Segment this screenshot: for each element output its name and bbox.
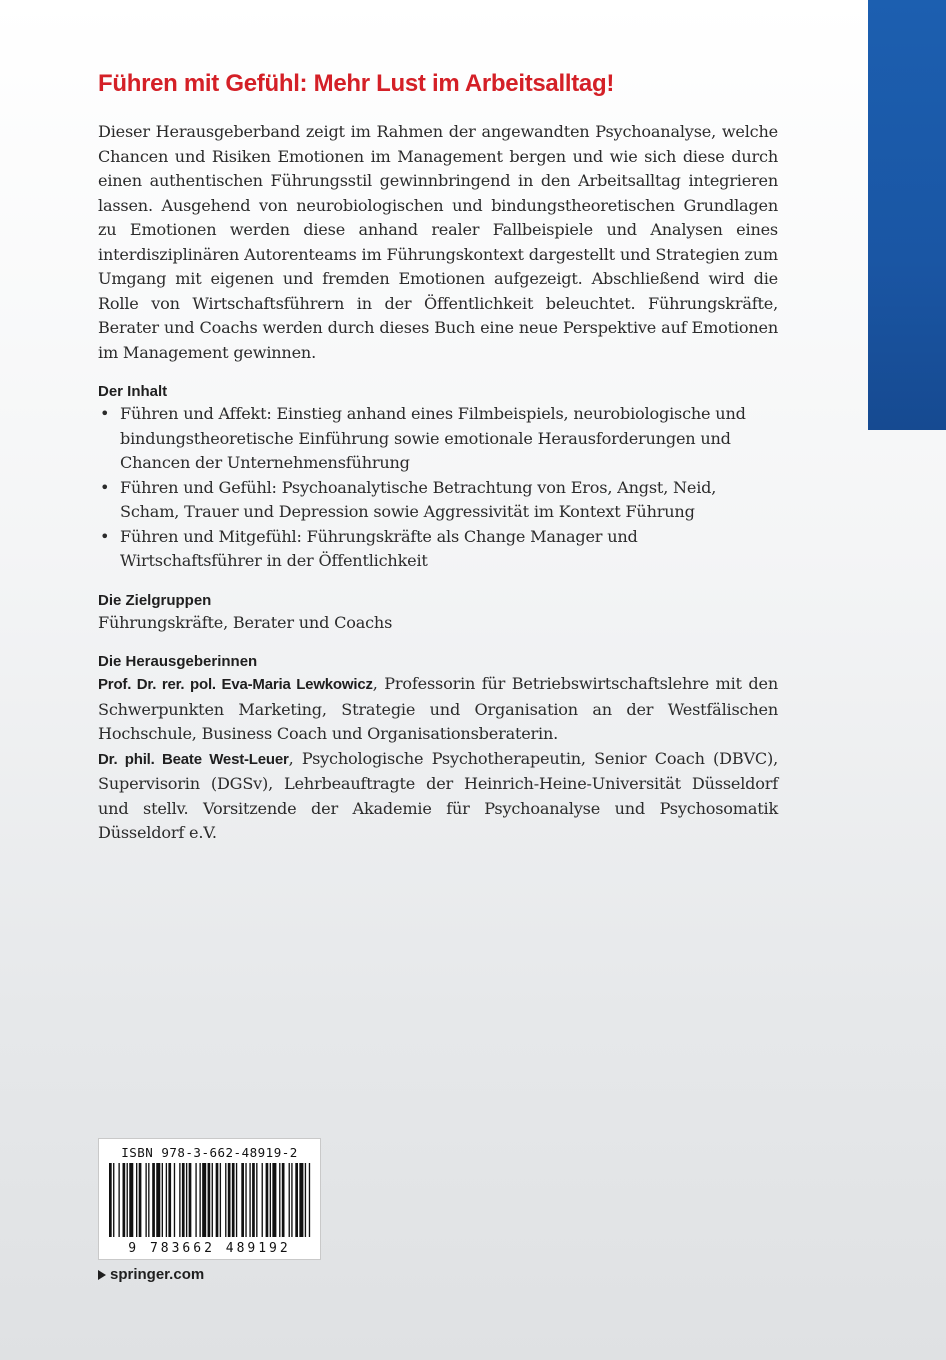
barcode-bar: [282, 1163, 285, 1237]
barcode-bar: [252, 1163, 255, 1237]
barcode-bar: [189, 1163, 192, 1237]
arrow-right-icon: [98, 1270, 106, 1280]
barcode-bar: [232, 1163, 235, 1237]
barcode-bar: [289, 1163, 290, 1237]
barcode-bars: [107, 1163, 314, 1237]
barcode-bar: [123, 1163, 126, 1237]
barcode-bar: [208, 1163, 211, 1237]
barcode-bar: [118, 1163, 119, 1237]
inhalt-list: [98, 402, 778, 574]
barcode-bar: [220, 1163, 221, 1237]
editor-2-bio: , Psychologische Psychotherapeutin, Senior Coach (DBVC), Supervisorin (DGSv), Lehrbeauftragte der Heinrich-Heine-Universität Düsseldorf und stellv. Vorsitzende der Akademie für Psychoanalyse und Psychosomatik Düsseldorf e.V.: [98, 748, 779, 842]
barcode-bar: [162, 1163, 163, 1237]
publisher-url: springer.com: [110, 1266, 205, 1283]
barcode-bar: [152, 1163, 155, 1237]
editor-1-bio: , Professorin für Betriebswirtschaftslehre mit den Schwerpunkten Marketing, Strategie und Organisation an der Westfälischen Hochschule, Business Coach und Organisationsberaterin.: [98, 674, 778, 743]
barcode-bar: [113, 1163, 114, 1237]
barcode-bar: [291, 1163, 292, 1237]
inhalt-item: • Führen und Affekt: Einstieg anhand eines Filmbeispiels, neurobiologische und bindungstheoretische Einführung sowie emotionale Herausforderungen und Chancen der Unternehmensführung: [98, 402, 778, 476]
blue-accent-bar: [868, 0, 946, 430]
barcode-bar: [182, 1163, 185, 1237]
barcode-bar: [199, 1163, 200, 1237]
barcode-bar: [156, 1163, 160, 1237]
isbn-barcode: [98, 1138, 321, 1260]
intro-paragraph: Dieser Herausgeberband zeigt im Rahmen der angewandten Psychoanalyse, welche Chancen und Risiken Emotionen im Management bergen und wie sich diese durch einen authentischen Führungsstil gewinnbringend in den Arbeitsalltag integrieren lassen. Ausgehend von neurobiologischen und bindungstheoretischen Grundlagen zu Emotionen werden diese anhand realer Fallbeispiele und Analysen eines interdisziplinären Autorenteams im Führungskontext dargestellt und Strategien zum Umgang mit eigenen und fremden Emotionen aufgezeigt. Abschließend wird die Rolle von Wirtschaftsführern in der Öffentlichkeit beleuchtet. Führungskräfte, Berater und Coachs werden durch dieses Buch eine neue Perspektive auf Emotionen im Management gewinnen.: [98, 122, 778, 362]
barcode-bar: [270, 1163, 271, 1237]
inhalt-item: • Führen und Gefühl: Psychoanalytische Betrachtung von Eros, Angst, Neid, Scham, Trauer und Depression sowie Aggressivität im Kontext Führung: [98, 476, 778, 525]
barcode-bar: [272, 1163, 276, 1237]
barcode-bar: [266, 1163, 269, 1237]
barcode-bar: [212, 1163, 213, 1237]
barcode-bar: [241, 1163, 244, 1237]
zielgruppen-heading: Die Zielgruppen: [98, 591, 212, 609]
inhalt-heading: Der Inhalt: [98, 383, 168, 400]
barcode-bar: [127, 1163, 128, 1237]
barcode-bar: [236, 1163, 237, 1237]
barcode-bar: [179, 1163, 180, 1237]
barcode-bar: [216, 1163, 219, 1237]
barcode-bar: [109, 1163, 112, 1237]
barcode-bar: [279, 1163, 280, 1237]
headline: Führen mit Gefühl: Mehr Lust im Arbeitsalltag!: [98, 70, 615, 97]
barcode-bar: [299, 1163, 303, 1237]
isbn-label: ISBN 978-3-662-48919-2: [121, 1145, 298, 1160]
barcode-bar: [166, 1163, 167, 1237]
barcode-bar: [168, 1163, 171, 1237]
barcode-bar: [174, 1163, 175, 1237]
barcode-bar: [309, 1163, 310, 1237]
inhalt-item: • Führen und Mitgefühl: Führungskräfte als Change Manager und Wirtschaftsführer in der Öffentlichkeit: [98, 525, 778, 574]
barcode-bar: [295, 1163, 298, 1237]
herausgeberinnen-heading: Die Herausgeberinnen: [98, 653, 258, 670]
barcode-bar: [202, 1163, 206, 1237]
back-cover-content: [98, 70, 778, 846]
barcode-bar: [249, 1163, 250, 1237]
barcode-digits: 9 783662 489192: [128, 1241, 291, 1256]
barcode-bar: [186, 1163, 187, 1237]
editor-2-name: Dr. phil. Beate West-Leuer: [98, 750, 289, 768]
barcode-bar: [195, 1163, 196, 1237]
barcode-bar: [262, 1163, 263, 1237]
publisher-link[interactable]: [98, 1266, 204, 1283]
barcode-bar: [256, 1163, 257, 1237]
barcode-bar: [228, 1163, 231, 1237]
barcode-bar: [139, 1163, 142, 1237]
editor-1-name: Prof. Dr. rer. pol. Eva-Maria Lewkowicz: [98, 676, 373, 693]
barcode-bar: [148, 1163, 149, 1237]
barcode-bar: [225, 1163, 226, 1237]
barcode-bar: [136, 1163, 137, 1237]
editor-1: [98, 672, 778, 747]
barcode-bar: [245, 1163, 246, 1237]
barcode-bar: [129, 1163, 133, 1237]
barcode-bar: [305, 1163, 306, 1237]
editor-2: [98, 747, 778, 846]
barcode-bar: [145, 1163, 146, 1237]
zielgruppen-text: Führungskräfte, Berater und Coachs: [98, 612, 393, 632]
